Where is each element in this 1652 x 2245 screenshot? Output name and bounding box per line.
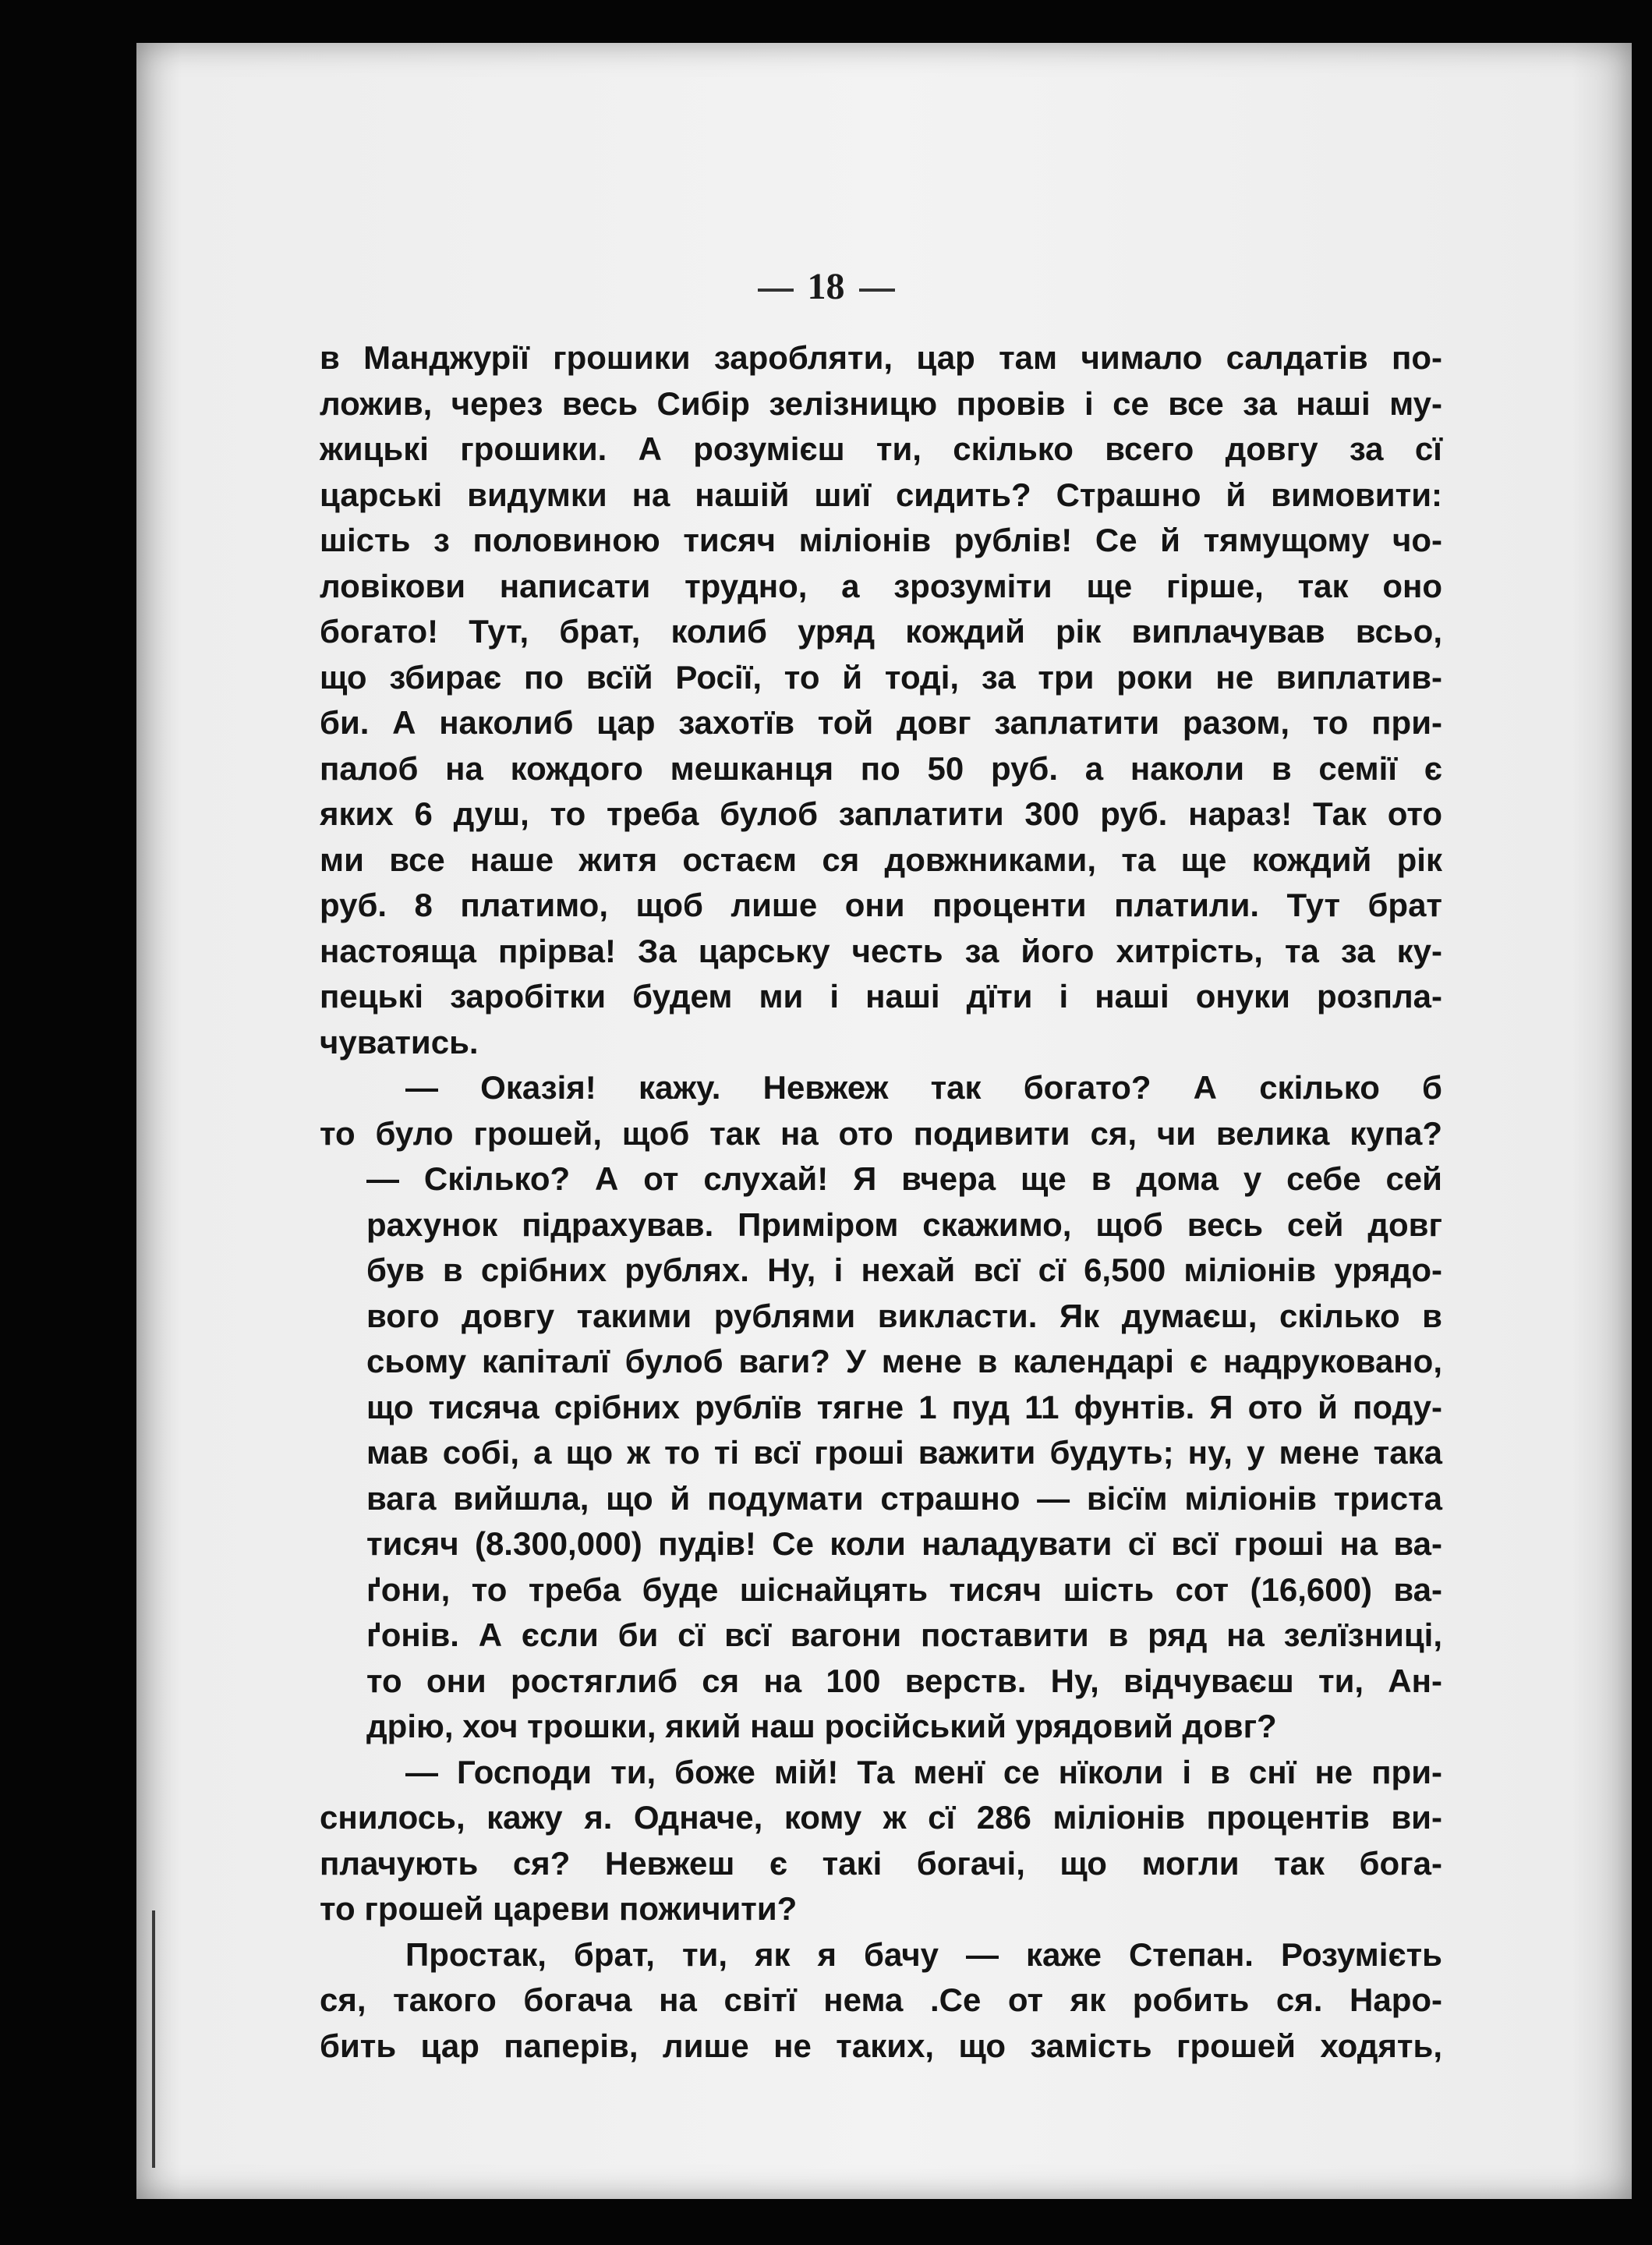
page-edge-shadow: [152, 1910, 155, 2168]
text-line: вага вийшла, що й подумати страшно — вісїм міліонів триста: [366, 1479, 1442, 1517]
text-line: руб. 8 платимо, щоб лише они проценти платили. Тут брат: [320, 887, 1442, 923]
text-line: ґони, то треба буде шіснайцять тисяч шість сот (16,600) ва-: [366, 1570, 1442, 1608]
text-line: тисяч (8.300,000) пудів! Се коли наладувати сї всї гроші на ва-: [366, 1525, 1442, 1562]
text-line: жицькі грошики. А розумієш ти, скілько всего довгу за сї: [320, 430, 1442, 467]
text-line: — Скілько? А от слухай! Я вчера ще в дома у себе сей: [366, 1160, 1442, 1197]
text-line: — Господи ти, боже мій! Та менї се нїколи і в снї не при-: [405, 1753, 1442, 1790]
text-line: яких 6 душ, то треба булоб заплатити 300 руб. нараз! Так ото: [320, 795, 1442, 832]
text-line: бить цар паперів, лише не таких, що замість грошей ходять,: [320, 2027, 1442, 2064]
text-line: ми все наше житя остаєм ся довжниками, та ще кождий рік: [320, 841, 1442, 878]
text-line: вого довгу такими рублями викласти. Як думаєш, скілько в: [366, 1297, 1442, 1334]
text-line: чуватись.: [320, 1023, 479, 1061]
page-number: [0, 265, 1652, 308]
page-number-value: 18: [807, 266, 845, 307]
text-line: то було грошей, щоб так на ото подивити ся, чи велика купа?: [320, 1114, 1442, 1152]
page-number-right-dash: [859, 289, 895, 292]
text-line: рахунок підрахував. Приміром скажимо, щоб весь сей довг: [366, 1206, 1442, 1243]
text-line: ложив, через весь Сибір зелізницю провів і се все за наші му-: [320, 384, 1442, 422]
text-line: Простак, брат, ти, як я бачу — каже Степан. Розумієть: [405, 1935, 1442, 1973]
text-line: пецькі заробітки будем ми і наші дїти і наші онуки розпла-: [320, 978, 1442, 1014]
text-line: би. А наколиб цар захотїв той довг заплатити разом, то при-: [320, 704, 1442, 741]
text-line: сьому капіталї булоб ваги? У мене в календарі є надруковано,: [366, 1343, 1442, 1379]
text-line: богато! Тут, брат, колиб уряд кождий рік виплачував всьо,: [320, 613, 1442, 650]
text-line: шість з половиною тисяч міліонів рублів! Се й тямущому чо-: [320, 522, 1442, 558]
body-text: [320, 335, 1442, 2069]
text-line: в Манджурії грошики заробляти, цар там чимало салдатів по-: [320, 339, 1442, 376]
text-line: снилось, кажу я. Одначе, кому ж сї 286 міліонів процентів ви-: [320, 1799, 1442, 1836]
text-line: мав собі, а що ж то ті всї гроші важити будуть; ну, у мене така: [366, 1434, 1442, 1471]
text-line: то грошей цареви пожичити?: [320, 1890, 798, 1927]
text-line: що збирає по всїй Росії, то й тоді, за три роки не виплатив-: [320, 658, 1442, 696]
text-line: ґонів. А єсли би сї всї вагони поставити в ряд на зелїзниці,: [366, 1616, 1442, 1653]
text-line: що тисяча срібних рублїв тягне 1 пуд 11 фунтів. Я ото й поду-: [366, 1388, 1442, 1425]
text-line: — Оказія! кажу. Невжеж так богато? А скілько б: [405, 1069, 1442, 1106]
page-number-left-dash: [758, 289, 794, 292]
text-line: то они ростяглиб ся на 100 верств. Ну, відчуваєш ти, Ан-: [366, 1662, 1442, 1699]
text-line: настояща прірва! За царську честь за його хитрість, та за ку-: [320, 932, 1442, 969]
text-line: дрію, хоч трошки, який наш російський урядовий довг?: [366, 1708, 1277, 1744]
text-line: царські видумки на нашій шиї сидить? Страшно й вимовити:: [320, 476, 1442, 513]
text-line: ся, такого богача на світї нема .Се от як робить ся. Наро-: [320, 1981, 1442, 2018]
text-line: палоб на кождого мешканця по 50 руб. а наколи в семії є: [320, 749, 1442, 787]
text-line: плачують ся? Невжеш є такі богачі, що могли так бога-: [320, 1844, 1442, 1882]
text-line: ловікови написати трудно, а зрозуміти ще гірше, так оно: [320, 567, 1442, 604]
text-line: був в срібних рублях. Ну, і нехай всї сї 6,500 міліонів урядо-: [366, 1252, 1442, 1288]
